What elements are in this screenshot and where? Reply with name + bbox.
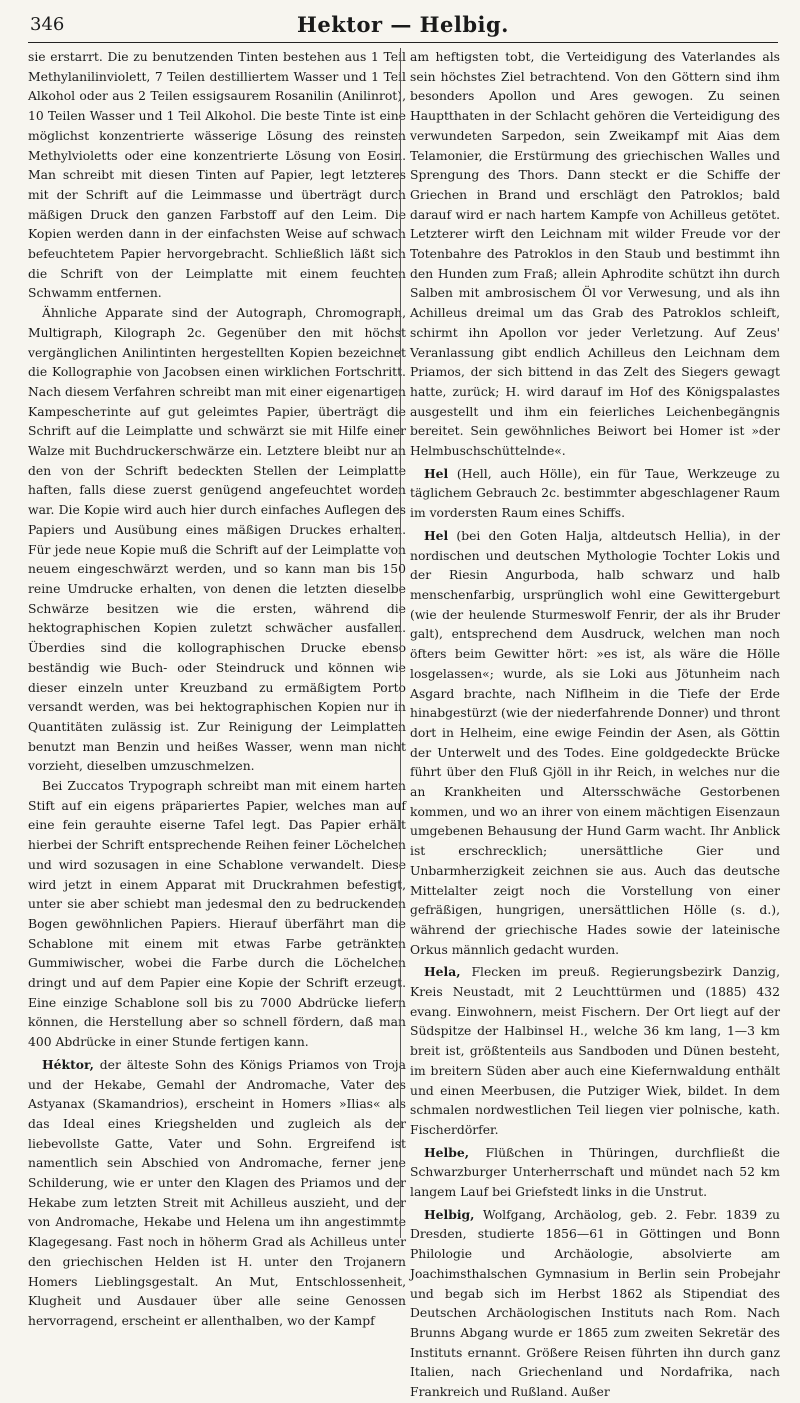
- page-number: 346: [30, 14, 65, 35]
- entry-text: der älteste Sohn des Königs Priamos von Troja und der Hekabe, Gemahl der Andromache, Vater des Astyanax (Skamandrios), erscheint in Homers »Ilias« als das Ideal eines Kriegshelden und zugleich als der liebevollste Gatte, Vater und Sohn. Ergreifend ist namentlich sein Abschied von Andromache, ferner jene Schilderung, wie er unter den Klagen des Priamos und der Hekabe zum letzten Streit mit Achilleus auszieht, und der von Andromache, Hekabe und Helena um ihn angestimmte Klagegesang. Fast noch in höherm Grad als Achilleus unter den griechischen Helden ist H. unter den Trojanern Homers Lieblingsgestalt. An Mut, Entschlossenheit, Klugheit und Ausdauer über alle seine Genossen hervorragend, erscheint er allenthalben, wo der Kampf: [28, 1057, 406, 1328]
- entry-headword: Héktor,: [42, 1056, 94, 1072]
- dictionary-entry: [410, 526, 780, 960]
- dictionary-entry: [28, 1055, 406, 1332]
- entry-text: Flecken im preuß. Regierungsbezirk Danzig, Kreis Neustadt, mit 2 Leuchttürmen und (1885) 432 evang. Einwohnern, meist Fischern. Der Ort liegt auf der Südspitze der Halbinsel H., welche 36 km lang, 1—3 km breit ist, größtenteils aus Sandboden und Dünen besteht, im breitern Süden aber auch eine Kiefernwaldung enthält und einen Meerbusen, die Putziger Wiek, bildet. In dem schmalen nordwestlichen Teil liegen vier polnische, kath. Fischerdörfer.: [410, 965, 780, 1137]
- header-rule: [28, 42, 778, 43]
- column-divider: [400, 48, 401, 1238]
- page-header: [28, 12, 778, 38]
- dictionary-entry: [410, 1143, 780, 1203]
- entry-text: Flüßchen in Thüringen, durchfließt die Schwarzburger Unterherrschaft und mündet nach 52 km langem Lauf bei Griefstedt links in die Unstrut.: [410, 1145, 780, 1200]
- entry-headword: Hel: [424, 465, 449, 481]
- paragraph: Ähnliche Apparate sind der Autograph, Chromograph, Multigraph, Kilograph 2c. Gegenüber den mit höchst vergänglichen Anilintinten hergestellten Kopien bezeichnet die Kollographie von Jacobsen einen wirklichen Fortschritt. Nach diesem Verfahren schreibt man mit einer eigenartigen Kampescheтinte auf gut geleimtes Papier, überträgt die Schrift auf die Leimplatte und schwärzt sie mit Hilfe einer Walze mit Buchdruckerschwärze ein. Letztere bleibt nur an den von der Schrift bedeckten Stellen der Leimplatte haften, falls diese zuerst genügend angefeuchtet worden war. Die Kopie wird auch hier durch einfaches Auflegen des Papiers und Ausübung eines mäßigen Druckes erhalten. Für jede neue Kopie muß die Schrift auf der Leimplatte von neuem eingeschwärzt werden, und so kann man bis 150 reine Umdrucke erhalten, von denen die letzten dieselbe Schwärze besitzen wie die ersten, während die hektographischen Kopien zuletzt schwächer ausfallen. Überdies sind die kollographischen Drucke ebenso beständig wie Buch- oder Steindruck und können wie dieser einzeln unter Kreuzband zu ermäßigtem Porto versandt werden, was bei hektographischen Kopien nur in Quantitäten zulässig ist. Zur Reinigung der Leimplatten benutzt man Benzin und heißes Wasser, wenn man nicht vorzieht, dieselben umzuschmelzen.: [28, 306, 406, 774]
- paragraph: Bei Zuccatos Trypograph schreibt man mit einem harten Stift auf ein eigens präpariertes Papier, welches man auf eine fein gerauhte eiserne Tafel legt. Das Papier erhält hierbei der Schrift entsprechende Reihen feiner Löchelchen und wird sozusagen in eine Schablone verwandelt. Diese wird jetzt in einem Apparat mit Druckrahmen befestigt, unter sie aber schiebt man jedesmal den zu bedruckenden Bogen gewöhnlichen Papiers. Hierauf überfährt man die Schablone mit einem mit etwas Farbe getränkten Gummiwischer, wobei die Farbe durch die Löchelchen dringt und auf dem Papier eine Kopie der Schrift erzeugt. Eine einzige Schablone soll bis zu 7000 Abdrücke liefern können, die Herstellung aber so schnell fördern, daß man 400 Abdrücke in einer Stunde fertigen kann.: [28, 779, 406, 1050]
- entry-text: (Hell, auch Hölle), ein für Taue, Werkzeuge zu täglichem Gebrauch 2c. bestimmter abgeschlagener Raum im vordersten Raum eines Schiffs.: [410, 466, 780, 521]
- entry-headword: Hel: [424, 527, 449, 543]
- dictionary-entry: [410, 962, 780, 1140]
- entry-headword: Hela,: [424, 964, 461, 980]
- continued-text: am heftigsten tobt, die Verteidigung des Vaterlandes als sein höchstes Ziel betrachtend. Von den Göttern sind ihm besonders Apollon und Ares gewogen. Zu seinen Hauptthaten in der Schlacht gehören die Verteidigung des verwundeten Sarpedon, sein Zweikampf mit Aias dem Telamonier, die Erstürmung des griechischen Walles und Sprengung des Thors. Dann steckt er die Schiffe der Griechen in Brand und erschlägt den Patroklos; bald darauf wird er nach hartem Kampfe von Achilleus getötet. Letzterer wirft den Leichnam mit wilder Freude vor der Totenbahre des Patroklos in den Staub und bestimmt ihn den Hunden zum Fraß; allein Aphrodite schützt ihn durch Salben mit ambrosischem Öl vor Verwesung, und als ihn Achilleus dreimal um das Grab des Patroklos schleift, schirmt ihn Apollon vor jeder Verletzung. Auf Zeus' Veranlassung gibt endlich Achilleus den Leichnam dem Priamos, der sich bittend in das Zelt des Siegers gewagt hatte, zurück; H. wird darauf im Hof des Königspalastes ausgestellt und ihm ein feierliches Leichenbegängnis bereitet. Sein gewöhnliches Beiwort bei Homer ist »der Helmbuschschüttelnde«.: [410, 50, 780, 459]
- entry-text: Wolfgang, Archäolog, geb. 2. Febr. 1839 zu Dresden, studierte 1856—61 in Göttingen und Bonn Philologie und Archäologie, absolvierte am Joachimsthalschen Gymnasium in Berlin sein Probejahr und begab sich im Herbst 1862 als Stipendiat des Deutschen Archäologischen Instituts nach Rom. Nach Brunns Abgang wurde er 1865 zum zweiten Sekretär des Instituts ernannt. Größere Reisen führten ihn durch ganz Italien, nach Griechenland und Nordafrika, nach Frankreich und Rußland. Außer: [410, 1207, 780, 1400]
- running-title: Hektor — Helbig.: [297, 12, 509, 37]
- entry-text: (bei den Goten Halja, altdeutsch Hellia), in der nordischen und deutschen Mythologie Tochter Lokis und der Riesin Angurboda, halb schwarz und halb menschenfarbig, ursprünglich wohl eine Gewittergeburt (wie der heulende Sturmeswolf Fenrir, der als ihr Bruder galt), entsprechend dem Ausdruck, welchen man noch öfters beim Gewitter hört: »es ist, als wäre die Hölle losgelassen«; wurde, als sie Loki aus Jötunheim nach Asgard brachte, nach Niflheim in die Tiefe der Erde hinabgestürzt (wie der niederfahrende Donner) und thront dort in Helheim, eine ewige Feindin der Asen, als Göttin der Unterwelt und des Todes. Eine goldgedeckte Brücke führt über den Fluß Gjöll in ihr Reich, in welches nur die an Krankheiten und Altersschwäche Gestorbenen kommen, und wo an ihrer von einem mächtigen Eisenzaun umgebenen Behausung der Hund Garm wacht. Ihr Anblick ist erschrecklich; unersättliche Gier und Unbarmherzigkeit zeichnen sie aus. Auch das deutsche Mittelalter zeigt noch die Vorstellung von einer gefräßigen, hungrigen, unersättlichen Hölle (s. d.), während der griechische Hades sowie der lateinische Orkus männlich gedacht wurden.: [410, 528, 780, 957]
- dictionary-entry: [410, 1205, 780, 1403]
- left-column: [28, 48, 406, 1332]
- dictionary-entry: [410, 464, 780, 524]
- entry-headword: Helbe,: [424, 1144, 469, 1160]
- continued-text: sie erstarrt. Die zu benutzenden Tinten bestehen aus 1 Teil Methylanilinviolett, 7 Teilen destilliertem Wasser und 1 Teil Alkohol oder aus 2 Teilen essigsaurem Rosanilin (Anilinrot), 10 Teilen Wasser und 1 Teil Alkohol. Die beste Tinte ist eine möglichst konzentrierte wässerige Lösung des reinsten Methylvioletts oder eine konzentrierte Lösung von Eosin. Man schreibt mit diesen Tinten auf Papier, legt letzteres mit der Schrift auf die Leimmasse und überträgt durch mäßigen Druck den ganzen Farbstoff auf den Leim. Die Kopien werden dann in der einfachsten Weise auf schwach befeuchtetem Papier hervorgebracht. Schließlich läßt sich die Schrift von der Leimplatte mit einem feuchten Schwamm entfernen.: [28, 50, 406, 301]
- entry-headword: Helbig,: [424, 1206, 475, 1222]
- right-column: [410, 48, 780, 1403]
